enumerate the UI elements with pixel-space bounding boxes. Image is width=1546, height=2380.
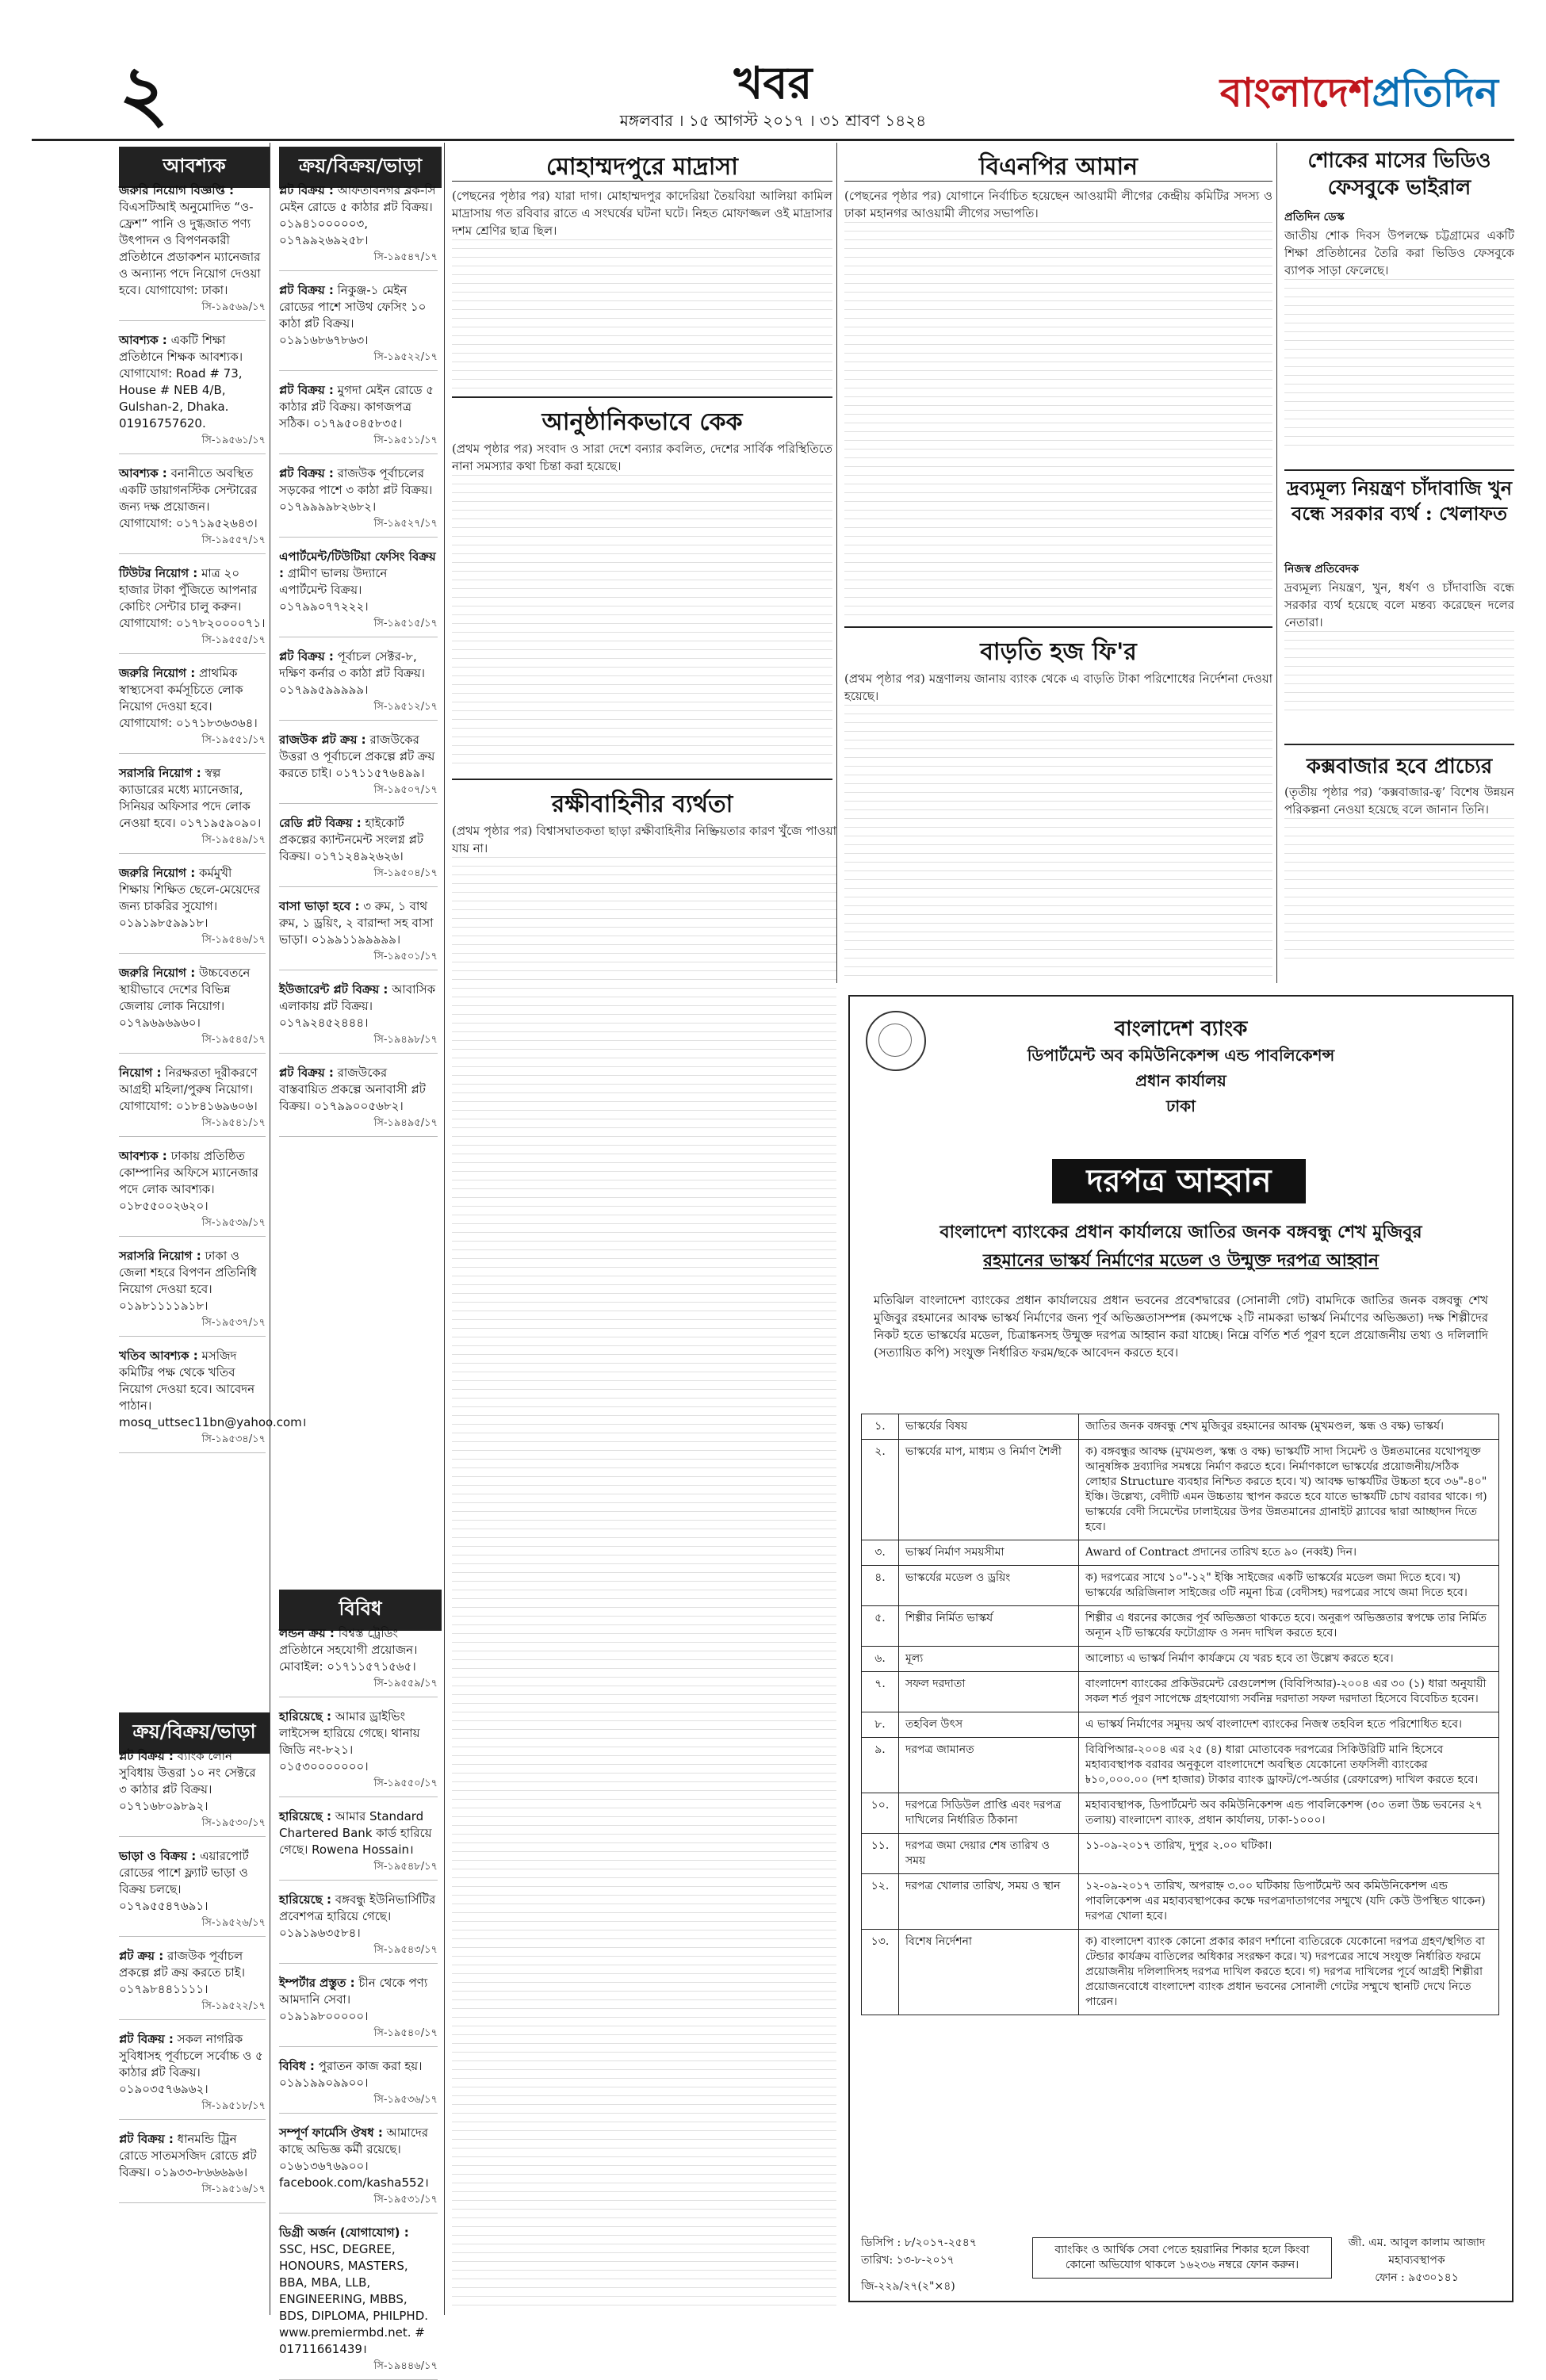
classified-item — [279, 1625, 438, 1697]
classified-ref: সি-১৯৫৫০/১৭ — [373, 1777, 438, 1789]
classified-item — [119, 1065, 266, 1137]
tender-cell-no: ৯. — [862, 1738, 899, 1793]
classified-ref: সি-১৯৫০১/১৭ — [373, 951, 438, 962]
tender-cell-key: ভাস্কর্যের মাপ, মাধ্যম ও নির্মাণ শৈলী — [899, 1440, 1079, 1540]
classified-ref: সি-১৯৫৫৯/১৭ — [373, 1678, 438, 1689]
tender-subtitle-1: বাংলাদেশ ব্যাংকের প্রধান কার্যালয়ে জাতির জনক বঙ্গবন্ধু শেখ মুজিবুর — [939, 1222, 1422, 1242]
tender-cell-val: ১১-০৯-২০১৭ তারিখ, দুপুর ২.০০ ঘটিকা। — [1079, 1834, 1499, 1874]
tender-cell-key: শিল্পীর নির্মিত ভাস্কর্য — [899, 1606, 1079, 1647]
classified-text: রাজউক পূর্বাচলের সড়কের পাশে ৩ কাঠা প্লট বিক্রয়। ০১৭৯৯৯৯৮২৬৮২। — [279, 466, 433, 514]
article-separator — [1284, 744, 1514, 745]
column-rule — [836, 143, 837, 983]
section-header-kroy2: ক্রয়/বিক্রয়/ভাড়া — [119, 1712, 270, 1754]
section-header-kroy: ক্রয়/বিক্রয়/ভাড়া — [279, 147, 442, 188]
tender-row — [862, 1566, 1499, 1606]
byline-video: প্রতিদিন ডেস্ক — [1284, 211, 1345, 224]
classified-title: প্লট বিক্রয় : — [279, 183, 334, 197]
tender-cell-val: শিল্পীর এ ধরনের কাজের পূর্ব অভিজ্ঞতা থাকতে হবে। অনুরূপ অভিজ্ঞতার স্বপক্ষে তার নির্মিত অন্যূন ২টি ভাস্কর্যের ফটোগ্রাফ ও সনদ দাখিল করতে হবে। — [1079, 1606, 1499, 1647]
tender-cell-key: মূল্য — [899, 1647, 1079, 1672]
tender-row — [862, 1540, 1499, 1566]
classified-ref: সি-১৯৫২৬/১৭ — [201, 1917, 266, 1929]
classified-title: ইউজারেন্ট প্লট বিক্রয় : — [279, 982, 388, 997]
classified-title: আবশ্যক : — [119, 1149, 167, 1163]
classified-title: নিয়োগ : — [119, 1066, 162, 1080]
headline-coxsbazar: কক্সবাজার হবে প্রাচ্যের — [1306, 755, 1493, 779]
classified-item — [119, 1748, 266, 1837]
tender-cell-key: সফল দরদাতা — [899, 1672, 1079, 1712]
classified-title: খতিব আবশ্যক : — [119, 1349, 198, 1363]
classified-ref: সি-১৯৫৩৬/১৭ — [373, 2094, 438, 2106]
column-rule — [444, 143, 445, 2315]
tender-cell-val: বাংলাদেশ ব্যাংকের প্রকিউরমেন্ট রেগুলেশন্স (বিবিপিআর)-২০০৪ এর ৩০ (১) ধারা অনুযায়ী সকল শর্ত পূরণ সাপেক্ষে গ্রহণযোগ্য সর্বনিম্ন দরদাতা সফল দরদাতা হিসেবে বিবেচিত হবেন। — [1079, 1672, 1499, 1712]
classified-item — [279, 732, 438, 804]
classified-ref: সি-১৯৫১৮/১৭ — [201, 2100, 266, 2112]
classified-title: আবশ্যক : — [119, 466, 167, 480]
article-video-lead: জাতীয় শোক দিবস উপলক্ষে চট্টগ্রামের একটি শিক্ষা প্রতিষ্ঠানের তৈরি করা ভিডিও ফেসবুকে ব্যাপক সাড়া ফেলেছে। — [1284, 228, 1514, 277]
tender-cell-val: বিবিপিআর-২০০৪ এর ২৫ (৪) ধারা মোতাবেক দরপত্রের সিকিউরিটি মানি হিসেবে মহাব্যবস্থাপক বরাবর অনুকূলে বাংলাদেশে অবস্থিত যেকোনো তফসিলী ব্যাংকের ৳১০,০০০.০০ (দশ হাজার) টাকার ব্যাংক ড্রাফট/পে-অর্ডার (রেফারেন্স) দাখিল করতে হবে। — [1079, 1738, 1499, 1793]
headline-hajj: বাড়তি হজ ফি'র — [980, 638, 1137, 666]
headline-anushthanik: আনুষ্ঠানিকভাবে কেক — [541, 408, 743, 436]
tender-org: বাংলাদেশ ব্যাংক — [1114, 1017, 1248, 1041]
classified-ref: সি-১৯৪৯৮/১৭ — [373, 1034, 438, 1046]
classified-text: গ্রামীণ ভালয় উদ্যানে এপার্টমেন্ট বিক্রয়। ০১৭৯৯০৭৭২২২। — [279, 566, 388, 614]
tender-signer-phone: ফোন : ৯৫৩০১৪১ — [1375, 2271, 1459, 2284]
classified-text: আমার ড্রাইভিং লাইসেন্স হারিয়ে গেছে। থানায় জিডি নং-৮২১। ০১৫৩০০০০০০০। — [279, 1709, 420, 1774]
article-coxsbazar — [1284, 783, 1514, 981]
article-anushthanik-lead: (প্রথম পৃষ্ঠার পর) সংবাদ ও সারা দেশে বন্যার কবলিত, দেশের সার্বিক পরিস্থিতিতে নানা সমস্যার কথা চিন্তা করা হয়েছে। — [452, 442, 832, 473]
headline-madrasa: মোহাম্মদপুরে মাদ্রাসা — [546, 153, 738, 181]
classified-ref: সি-১৯৫১৫/১৭ — [373, 618, 438, 629]
classified-item — [119, 1348, 307, 1453]
classified-text: মসজিদ কমিটির পক্ষ থেকে খতিব নিয়োগ দেওয়া হবে। আবেদন পাঠান। mosq_uttsec11bn@yahoo.com। — [119, 1349, 307, 1429]
tender-memo-date: তারিখ: ১৩-৮-২০১৭ — [861, 2254, 955, 2267]
tender-dept: ডিপার্টমেন্ট অব কমিউনিকেশন্স এন্ড পাবলিকেশন্স — [1027, 1046, 1335, 1065]
section-header-bibidh: বিবিধ — [279, 1590, 442, 1631]
classified-item — [119, 2031, 266, 2120]
classified-ref: সি-১৯৫৫১/১৭ — [201, 734, 266, 746]
classified-item — [119, 565, 266, 654]
tender-cell-no: ৪. — [862, 1566, 899, 1606]
classified-title: সম্পূর্ণ ফার্মেসি ঔষধ : — [279, 2126, 383, 2140]
tender-cell-no: ৮. — [862, 1712, 899, 1738]
classified-title: সরাসরি নিয়োগ : — [119, 766, 201, 780]
tender-cell-no: ১৩. — [862, 1930, 899, 2015]
classified-title: এপার্টমেন্ট/টিউটিয়া ফেসিং বিক্রয় : — [279, 549, 436, 580]
classified-text: ব্যাংক লোন সুবিধায় উত্তরা ১০ নং সেক্টরে ৩ কাঠার প্লট বিক্রয়। ০১৭১৬৮০৯৮৯২। — [119, 1749, 256, 1813]
classified-ref: সি-১৯৫৪০/১৭ — [373, 2027, 438, 2039]
tender-cell-val: জাতির জনক বঙ্গবন্ধু শেখ মুজিবুর রহমানের আবক্ষ (মুখমণ্ডল, স্কন্ধ ও বক্ষ) ভাস্কর্য। — [1079, 1414, 1499, 1440]
classified-text: প্রাথমিক স্বাস্থ্যসেবা কর্মসূচিতে লোক নিয়োগ দেওয়া হবে। যোগাযোগ: ০১৭১৮৩৬৩৬৪। — [119, 666, 258, 730]
tender-hotline: ব্যাংকিং ও আর্থিক সেবা পেতে হয়রানির শিকার হলে কিংবা কোনো অভিযোগ থাকলে ১৬২৩৬ নম্বরে ফোন করুন। — [1032, 2237, 1332, 2279]
classified-text: কর্মমুখী শিক্ষায় শিক্ষিত ছেলে-মেয়েদের জন্য চাকরির সুযোগ। ০১৯১৯৮৫৯৯১৮। — [119, 866, 261, 930]
classified-text: পুরাতন কাজ করা হয়। ০১৯১৯৯০৯৯০০। — [279, 2059, 423, 2090]
classified-title: জরুরি নিয়োগ : — [119, 966, 196, 980]
article-body-lines — [844, 705, 1272, 982]
classified-title: প্লট বিক্রয় : — [279, 649, 334, 664]
article-hajj — [844, 670, 1272, 983]
article-separator — [452, 779, 832, 780]
classified-text: একটি শিক্ষা প্রতিষ্ঠানে শিক্ষক আবশ্যক। যোগাযোগ: Road # 73, House # NEB 4/B, Gulshan-2, Dhaka. 01916757620. — [119, 333, 243, 430]
article-dravyamulya-lead: দ্রব্যমূল্য নিয়ন্ত্রণ, খুন, ধর্ষণ ও চাঁদাবাজি বন্ধে সরকার ব্যর্থ হয়েছে বলে মন্তব্য করেছেন দলের নেতারা। — [1284, 580, 1514, 629]
tender-cell-no: ১০. — [862, 1793, 899, 1834]
tender-cell-val: আলোচ্য এ ভাস্কর্য নির্মাণ কার্যক্রমে যে খরচ হবে তা উল্লেখ করতে হবে। — [1079, 1647, 1499, 1672]
classified-title: প্লট ক্রয় : — [119, 1949, 164, 1963]
tender-cell-no: ৭. — [862, 1672, 899, 1712]
classified-ref: সি-১৯৫০৭/১৭ — [373, 784, 438, 796]
tender-row — [862, 1672, 1499, 1712]
classified-item — [279, 1708, 438, 1797]
classifieds-left-bottom — [119, 1748, 266, 2311]
headline-video: শোকের মাসের ভিডিও ফেসবুকে ভাইরাল — [1307, 149, 1491, 200]
tender-conditions-table — [861, 1414, 1499, 2015]
article-body-lines — [452, 475, 832, 768]
brand-logo — [1220, 63, 1498, 129]
classified-ref: সি-১৯৫৬১/১৭ — [201, 434, 266, 446]
tender-row — [862, 1606, 1499, 1647]
classified-title: ডিগ্রী অর্জন (যোগাযোগ) : — [279, 2225, 409, 2240]
classified-text: রাজউকের উত্তরা ও পূর্বাচলে প্রকল্পে প্লট ক্রয় করতে চাই। ০১৭১১৫৭৬৪৯৯। — [279, 733, 435, 780]
tender-cell-no: ৩. — [862, 1540, 899, 1566]
classified-item — [119, 2131, 266, 2203]
classified-ref: সি-১৯৫২৭/১৭ — [373, 518, 438, 530]
classified-text: ঢাকা ও জেলা শহরে বিপণন প্রতিনিধি নিয়োগ দেওয়া হবে। ০১৯৮১১১১৯১৮। — [119, 1249, 257, 1313]
page-number: ২ — [119, 48, 169, 138]
classified-ref: সি-১৯৫৪১/১৭ — [201, 1117, 266, 1129]
tender-row — [862, 1440, 1499, 1540]
classified-item — [279, 981, 438, 1054]
tender-cell-key: দরপত্র জমা দেয়ার শেষ তারিখ ও সময় — [899, 1834, 1079, 1874]
classified-item — [119, 1848, 266, 1937]
tender-cell-no: ১. — [862, 1414, 899, 1440]
classified-ref: সি-১৯৫৪৯/১৭ — [201, 834, 266, 846]
classified-ref: সি-১৯৫২২/১৭ — [373, 351, 438, 363]
classified-title: প্লট বিক্রয় : — [279, 466, 334, 480]
classified-ref: সি-১৯৫৪৫/১৭ — [201, 1034, 266, 1046]
classified-item — [279, 182, 438, 271]
tender-cell-key: দরপত্র জামানত — [899, 1738, 1079, 1793]
classified-item — [279, 1065, 438, 1137]
classified-ref: সি-১৯৫৩৯/১৭ — [201, 1217, 266, 1229]
classified-item — [279, 382, 438, 454]
tender-row — [862, 1793, 1499, 1834]
classified-ref: সি-১৯৫৫৭/১৭ — [201, 534, 266, 546]
classified-title: ভাড়া ও বিক্রয় : — [119, 1849, 197, 1863]
tender-cell-key: তহবিল উৎস — [899, 1712, 1079, 1738]
article-separator — [452, 396, 832, 398]
classified-title: হারিয়েছে : — [279, 1809, 331, 1823]
article-separator — [1284, 469, 1514, 471]
classified-ref: সি-১৯৫৩৭/১৭ — [201, 1317, 266, 1329]
classified-item — [119, 332, 266, 454]
classified-item — [119, 865, 266, 954]
classified-item — [279, 2058, 438, 2114]
tender-subtitle-2: রহমানের ভাস্কর্য নির্মাণের মডেল ও উন্মুক্ত দরপত্র আহ্বান — [983, 1250, 1379, 1271]
tender-row — [862, 1738, 1499, 1793]
tender-memo-no: ডিসিপি : ৮/২০১৭-২৫৪৭ — [861, 2237, 977, 2249]
headline-rule — [452, 181, 832, 182]
classified-item — [119, 182, 266, 321]
tender-signer: জী. এম. আবুল কালাম আজাদ — [1348, 2237, 1486, 2249]
classified-text: এয়ারপোর্ট রোডের পাশে ফ্ল্যাট ভাড়া ও বিক্রয় চলছে। ০১৭৯৫৫৪৭৬৯১। — [119, 1849, 249, 1913]
headline-dravyamulya: দ্রব্যমূল্য নিয়ন্ত্রণ চাঁদাবাজি খুন বন্ধে সরকার ব্যর্থ : খেলাফত — [1286, 476, 1513, 525]
classified-title: প্লট বিক্রয় : — [119, 1749, 174, 1763]
classified-text: হাইকোর্ট প্রকল্পের ক্যান্টনমেন্ট সংলগ্ন প্লট বিক্রয়। ০১৭১২৪৯২৬২৬। — [279, 816, 424, 863]
article-hajj-lead: (প্রথম পৃষ্ঠার পর) মন্ত্রণালয় জানায় ব্যাংক থেকে এ বাড়তি টাকা পরিশোধের নির্দেশনা দেওয়া হয়েছে। — [844, 672, 1272, 703]
tender-row — [862, 1834, 1499, 1874]
classified-ref: সি-১৯৫৪৩/১৭ — [373, 1944, 438, 1956]
tender-cell-no: ১২. — [862, 1874, 899, 1930]
classified-item — [119, 465, 266, 554]
classified-title: ইম্পর্টার প্রস্তুত : — [279, 1976, 355, 1990]
classified-title: লন্ডন ক্রয় : — [279, 1626, 335, 1640]
classified-title: জরুরি নিয়োগ বিজ্ঞপ্তি : — [119, 183, 235, 197]
tender-cell-val: ক) বাংলাদেশ ব্যাংক কোনো প্রকার কারণ দর্শানো ব্যতিরেকে যেকোনো দরপত্র গ্রহণ/স্থগিত বা টেন্ডার কার্যক্রম বাতিলের অধিকার সংরক্ষণ করে। খ) দরপত্রের সাথে সংযুক্ত নির্ধারিত ফরমে প্রয়োজনীয় দলিলাদিসহ দরপত্র দাখিল করতে হবে। গ) দরপত্র দাখিলের পূর্বে আগ্রহী শিল্পীরা প্রয়োজনবোধে বাংলাদেশ ব্যাংক প্রধান ভবনের সোনালী গেটের সম্মুখে স্থানটি দেখে নিতে পারেন। — [1079, 1930, 1499, 2015]
classified-title: প্লট বিক্রয় : — [119, 2032, 174, 2046]
classified-text: রাজউকের বাস্তবায়িত প্রকল্পে অনাবাসী প্লট বিক্রয়। ০১৭৯৯০০৫৬৮২। — [279, 1066, 426, 1113]
classified-item — [279, 282, 438, 371]
tender-signer-title: মহাব্যবস্থাপক — [1388, 2254, 1445, 2267]
article-separator — [844, 626, 1272, 628]
byline-dravyamulya: নিজস্ব প্রতিবেদক — [1284, 563, 1359, 576]
article-madrasa-lead: (পেছনের পৃষ্ঠার পর) যারা দাগ। মোহাম্মদপুর কাদেরিয়া তৈয়বিয়া আলিয়া কামিল মাদ্রাসায় গত রবিবার রাতে এ সংঘর্ষের ঘটনা ঘটে। নিহত মোফাজ্জল ওই মাদ্রাসার দশম শ্রেণির ছাত্র ছিল। — [452, 189, 832, 238]
classified-title: জরুরি নিয়োগ : — [119, 866, 196, 880]
classified-ref: সি-১৯৫১১/১৭ — [373, 434, 438, 446]
section-title: খবর — [733, 57, 813, 109]
classified-text: বিএসটিআই অনুমোদিত “ও-ফ্রেশ” পানি ও দুগ্ধজাত পণ্য উৎপাদন ও বিপণনকারী প্রতিষ্ঠানে প্রডাকশন ম্যানেজার ও অন্যান্য পদে নিয়োগ দেওয়া হবে। যোগাযোগ: ঢাকা। — [119, 200, 261, 297]
classifieds-mid-bottom — [279, 1625, 438, 2372]
headline-rule — [844, 181, 1272, 182]
classified-item — [279, 815, 438, 887]
classified-title: বিবিধ : — [279, 2059, 315, 2073]
classified-text: নিরক্ষরতা দূরীকরণে আগ্রহী মহিলা/পুরুষ নিয়োগ। যোগাযোগ: ০১৮৪১৬৯৬০৬। — [119, 1066, 258, 1113]
headline-rakkhibahini: রক্ষীবাহিনীর ব্যর্থতা — [551, 790, 733, 818]
classified-text: আবাসিক এলাকায় প্লট বিক্রয়। ০১৭৯২৪৫২৪৪৪। — [279, 982, 436, 1030]
article-body-lines — [1284, 818, 1514, 961]
article-bnp-lead: (পেছনের পৃষ্ঠার পর) যোগানে নির্বাচিত হয়েছেন আওয়ামী লীগের কেন্দ্রীয় কমিটির সদস্য ও ঢাকা মহানগর আওয়ামী লীগের সভাপতি। — [844, 189, 1272, 220]
classified-title: জরুরি নিয়োগ : — [119, 666, 196, 680]
classified-ref: সি-১৯৫৪৮/১৭ — [373, 1861, 438, 1873]
classified-text: বঙ্গবন্ধু ইউনিভার্সিটির প্রবেশপত্র হারিয়ে গেছে। ০১৯১৯৬৩৫৮৪। — [279, 1892, 436, 1940]
classified-text: ঢাকায় প্রতিষ্ঠিত কোম্পানির অফিসে ম্যানেজার পদে লোক আবশ্যক। ০১৮৫৫০০২৬২০। — [119, 1149, 258, 1213]
article-dravyamulya — [1284, 579, 1514, 737]
classified-ref: সি-১৯৪৯৫/১৭ — [373, 1117, 438, 1129]
tender-cell-val: ক) বঙ্গবন্ধুর আবক্ষ (মুখমণ্ডল, স্কন্ধ ও বক্ষ) ভাস্কর্যটি সাদা সিমেন্ট ও উন্নতমানের যথোপযুক্ত আনুষঙ্গিক দ্রব্যাদির সমন্বয়ে নির্মাণ করতে হবে। নির্মাণকালে ভাস্কর্যের প্রয়োজনীয়/সঠিক লোহার Structure ব্যবহার নিশ্চিত করতে হবে। খ) আবক্ষ ভাস্কর্যটির উচ্চতা হবে ৩৬"-৪০" ইঞ্চি। উল্লেখ্য, বেদীটি এমন উচ্চতায় স্থাপন করতে হবে যাতে ভাস্কর্যটি চোখ বরাবর থাকে। গ) ভাস্কর্যের বেদী সিমেন্টের ঢালাইয়ের উপর উন্নতমানের গ্রানাইট স্ল্যাবের দ্বারা আচ্ছাদন দিতে হবে। — [1079, 1440, 1499, 1540]
column-rule — [1276, 143, 1277, 983]
classified-text: বিশ্বস্ত ট্রেডিং প্রতিষ্ঠানে সহযোগী প্রয়োজন। মোবাইল: ০১৭১১৫৭১৫৬৫। — [279, 1626, 418, 1674]
tender-cell-val: ক) দরপত্রের সাথে ১০"-১২" ইঞ্চি সাইজের একটি ভাস্কর্যের মডেল জমা দিতে হবে। খ) ভাস্কর্যের অরিজিনাল সাইজের ৩টি নমুনা চিত্র (বেদীসহ) দরপত্রের সাথে জমা দিতে হবে। — [1079, 1566, 1499, 1606]
tender-cell-no: ১১. — [862, 1834, 899, 1874]
classified-text: মাত্র ২০ হাজার টাকা পুঁজিতে আপনার কোচিং সেন্টার চালু করুন। যোগাযোগ: ০১৭৮২০০০০৭১। — [119, 566, 266, 630]
classified-ref: সি-১৯৫৩০/১৭ — [201, 1817, 266, 1829]
classified-text: নিকুঞ্জ-১ মেইন রোডের পাশে সাউথ ফেসিং ১০ কাঠা প্লট বিক্রয়। ০১৯১৬৮৬৭৮৬৩। — [279, 283, 427, 347]
article-body-lines — [452, 239, 832, 390]
tender-row — [862, 1647, 1499, 1672]
article-coxsbazar-lead: (তৃতীয় পৃষ্ঠার পর) ‘কক্সবাজার-ত্ব’ বিশেষ উন্নয়ন পরিকল্পনা নেওয়া হয়েছে বলে জানান তিনি। — [1284, 785, 1514, 817]
tender-row — [862, 1414, 1499, 1440]
brand-part2: প্রতিদিন — [1372, 70, 1498, 116]
tender-cell-key: দরপত্রে সিডিউল প্রাপ্তি এবং দরপত্র দাখিলের নির্ধারিত ঠিকানা — [899, 1793, 1079, 1834]
classified-item — [279, 549, 438, 637]
classified-text: আফতাবনগর ব্লক-সি মেইন রোডে ৫ কাঠার প্লট বিক্রয়। ০১৯৪১০০০০০৩, ০১৭৯৯২৬৯২৫৮। — [279, 183, 436, 247]
tender-cell-no: ৫. — [862, 1606, 899, 1647]
classified-text: আমাদের কাছে অভিজ্ঞ কর্মী রয়েছে। ০১৬১৩৬৭৬৯০০। facebook.com/kasha552। — [279, 2126, 429, 2190]
classified-text: সকল নাগরিক সুবিধাসহ পূর্বাচলে সর্বোচ্চ ও ৫ কাঠার প্লট বিক্রয়। ০১৯০৩৫৭৬৯৬২। — [119, 2032, 263, 2096]
classified-ref: সি-১৯৫৫৫/১৭ — [201, 634, 266, 646]
classified-text: ৩ রুম, ১ বাথ রুম, ১ ড্রয়িং, ২ বারান্দা সহ বাসা ভাড়া। ০১৯৯১১৯৯৯৯৯। — [279, 899, 434, 947]
brand-part1: বাংলাদেশ — [1219, 70, 1372, 116]
classified-text: SSC, HSC, DEGREE, HONOURS, MASTERS, BBA, MBA, LLB, ENGINEERING, MBBS, BDS, DIPLOMA, PHILPHD. www.premiermbd.net. # 01711661439। — [279, 2242, 429, 2356]
classified-title: প্লট বিক্রয় : — [119, 2132, 174, 2146]
tender-cell-val: এ ভাস্কর্য নির্মাণের সমুদয় অর্থ বাংলাদেশ ব্যাংকের নিজস্ব তহবিল হতে পরিশোধিত হবে। — [1079, 1712, 1499, 1738]
classified-title: আবশ্যক : — [119, 333, 167, 347]
classified-ref: সি-১৯৫৩৪/১৭ — [201, 1433, 266, 1445]
article-body-lines — [452, 857, 836, 2308]
article-body-lines — [1284, 631, 1514, 718]
classified-item — [119, 965, 266, 1054]
classified-item — [279, 2125, 438, 2214]
issue-date: মঙ্গলবার । ১৫ আগস্ট ২০১৭ । ৩১ শ্রাবণ ১৪২৪ — [619, 111, 927, 130]
classified-item — [119, 665, 266, 754]
classifieds-mid — [279, 182, 438, 1586]
headline-bnp: বিএনপির আমান — [978, 153, 1138, 181]
article-madrasa — [452, 187, 832, 393]
classified-ref: সি-১৯৫২২/১৭ — [201, 2000, 266, 2012]
classified-ref: সি-১৯৫১২/১৭ — [373, 701, 438, 713]
tender-row — [862, 1712, 1499, 1738]
classified-text: মুগদা মেইন রোডে ৫ কাঠার প্লট বিক্রয়। কাগজপত্র সঠিক। ০১৭৯৫০৪৫৮৩৫। — [279, 383, 434, 430]
classified-text: রাজউক পূর্বাচল প্রকল্পে প্লট ক্রয় করতে চাই। ০১৭৯৮৪৪১১১১। — [119, 1949, 245, 1996]
tender-cell-key: ভাস্কর্য নির্মাণ সময়সীমা — [899, 1540, 1079, 1566]
classified-ref: সি-১৯৫৬৯/১৭ — [201, 301, 266, 313]
masthead-rule — [32, 139, 1514, 141]
tender-row — [862, 1874, 1499, 1930]
tender-cell-val: মহাব্যবস্থাপক, ডিপার্টমেন্ট অব কমিউনিকেশন্স এন্ড পাবলিকেশন্স (৩০ তলা উচ্চ ভবনের ২৭ তলায়) বাংলাদেশ ব্যাংক, প্রধান কার্যালয়, ঢাকা-১০০০। — [1079, 1793, 1499, 1834]
classified-title: রাজউক প্লট ক্রয় : — [279, 733, 366, 747]
tender-title: দরপত্র আহ্বান — [1052, 1159, 1306, 1203]
classified-text: উচ্চবেতনে স্থায়ীভাবে দেশের বিভিন্ন জেলায় লোক নিয়োগ। ০১৭৯৬৯৬৯৬০। — [119, 966, 251, 1030]
article-body-lines — [1284, 279, 1514, 446]
section-header-abosshok: আবশ্যক — [119, 147, 270, 188]
classified-title: প্লট বিক্রয় : — [279, 383, 334, 397]
tender-cell-val: ১২-০৯-২০১৭ তারিখ, অপরাহ্ন ৩.০০ ঘটিকায় ডিপার্টমেন্ট অব কমিউনিকেশন্স এন্ড পাবলিকেশন্স এর মহাব্যবস্থাপকের কক্ষে দরপত্রদাতাগণের সম্মুখে (যদি কেউ উপস্থিত থাকেন) দরপত্র খোলা হবে। — [1079, 1874, 1499, 1930]
classified-title: প্লট বিক্রয় : — [279, 1066, 334, 1080]
classified-ref: সি-১৯৫১৬/১৭ — [201, 2183, 266, 2195]
tender-intro: মতিঝিল বাংলাদেশ ব্যাংকের প্রধান কার্যালয়ের প্রধান ভবনের প্রবেশদ্বারের (সোনালী গেট) বামদিকে জাতির জনক বঙ্গবন্ধু শেখ মুজিবুর রহমানের আবক্ষ ভাস্কর্য নির্মাণের জন্য পূর্ব অভিজ্ঞতাসম্পন্ন (কমপক্ষে ২টি নামকরা ভাস্কর্য নির্মাণের অভিজ্ঞতা) দক্ষ শিল্পীদের নিকট হতে ভাস্কর্যের মডেল, চিত্রাঙ্কনসহ উন্মুক্ত দরপত্র আহ্বান করা যাচ্ছে। নিম্নে বর্ণিত শর্ত পূরণ হলে প্রয়োজনীয় তথ্য ও দলিলাদি (সত্যায়িত কপি) সংযুক্ত নির্ধারিত ফরম/ছকে আবেদন করতে হবে। — [874, 1293, 1488, 1360]
classified-item — [279, 1892, 438, 1964]
article-rakkhibahini-lead: (প্রথম পৃষ্ঠার পর) বিশ্বাসঘাতকতা ছাড়া রক্ষীবাহিনীর নিষ্ক্রিয়তার কারণ খুঁজে পাওয়া যায় না। — [452, 824, 836, 855]
tender-cell-no: ২. — [862, 1440, 899, 1540]
tender-cell-key: দরপত্র খোলার তারিখ, সময় ও স্থান — [899, 1874, 1079, 1930]
tender-ad-ref: জি-২২৯/২৭(২"×৪) — [861, 2280, 955, 2293]
classified-title: সরাসরি নিয়োগ : — [119, 1249, 201, 1263]
classified-ref: সি-১৯৪৪৬/১৭ — [373, 2360, 438, 2372]
tender-cell-val: Award of Contract প্রদানের তারিখ হতে ৯০ (নব্বই) দিন। — [1079, 1540, 1499, 1566]
classified-title: রেডি প্লট বিক্রয় : — [279, 816, 362, 830]
tender-cell-key: বিশেষ নির্দেশনা — [899, 1930, 1079, 2015]
classified-item — [279, 898, 438, 970]
tender-cell-no: ৬. — [862, 1647, 899, 1672]
tender-city: ঢাকা — [1166, 1096, 1196, 1115]
classified-text: স্বল্প ক্যাডারের মধ্যে ম্যানেজার, সিনিয়র অফিসার পদে লোক নেওয়া হবে। ০১৭১৯৫৯০৯০। — [119, 766, 262, 830]
article-rakkhibahini — [452, 822, 836, 2313]
classified-item — [279, 1808, 438, 1881]
classified-item — [279, 649, 438, 721]
classified-ref: সি-১৯৫৪৬/১৭ — [201, 934, 266, 946]
classified-item — [279, 2225, 438, 2380]
classified-ref: সি-১৯৫০৪/১৭ — [373, 867, 438, 879]
tender-cell-key: ভাস্কর্যের বিষয় — [899, 1414, 1079, 1440]
article-body-lines — [844, 222, 1272, 618]
classified-ref: সি-১৯৫৪৭/১৭ — [373, 251, 438, 263]
classified-item — [119, 765, 266, 854]
classified-text: বনানীতে অবস্থিত একটি ডায়াগনস্টিক সেন্টারের জন্য দক্ষ প্রয়োজন। যোগাযোগ: ০১৭১৯৫২৬৪৩। — [119, 466, 258, 530]
classified-title: হারিয়েছে : — [279, 1892, 331, 1907]
classified-title: টিউটর নিয়োগ : — [119, 566, 198, 580]
classified-title: হারিয়েছে : — [279, 1709, 331, 1724]
tender-cell-key: ভাস্কর্যের মডেল ও ড্রয়িং — [899, 1566, 1079, 1606]
classified-item — [119, 1248, 266, 1337]
classified-text: আমার Standard Chartered Bank কার্ড হারিয়ে গেছে। Rowena Hossain। — [279, 1809, 432, 1857]
classified-item — [119, 1948, 266, 2020]
tender-row — [862, 1930, 1499, 2015]
classified-item — [279, 465, 438, 538]
tender-office: প্রধান কার্যালয় — [1135, 1071, 1226, 1090]
article-anushthanik — [452, 440, 832, 773]
classified-text: ধানমন্ডি ট্রিন রোডে সাতমসজিদ রোডে প্লট বিক্রয়। ০১৯৩৩-৮৬৬৬৯৬। — [119, 2132, 257, 2179]
classified-text: পূর্বাচল সেক্টর-৮, দক্ষিণ কর্নার ৩ কাঠা প্লট বিক্রয়। ০১৭৯৯৫৯৯৯৯৯। — [279, 649, 426, 697]
classified-item — [279, 1975, 438, 2047]
tender-advertisement — [848, 995, 1513, 2302]
classified-title: প্লট বিক্রয় : — [279, 283, 334, 297]
classified-text: চীন থেকে পণ্য আমদানি সেবা। ০১৯১৯৮০০০০০। — [279, 1976, 428, 2023]
classified-item — [119, 1148, 266, 1237]
classified-ref: সি-১৯৫৩১/১৭ — [373, 2194, 438, 2206]
article-bnp — [844, 187, 1272, 619]
classified-title: বাসা ভাড়া হবে : — [279, 899, 360, 913]
article-video — [1284, 227, 1514, 465]
